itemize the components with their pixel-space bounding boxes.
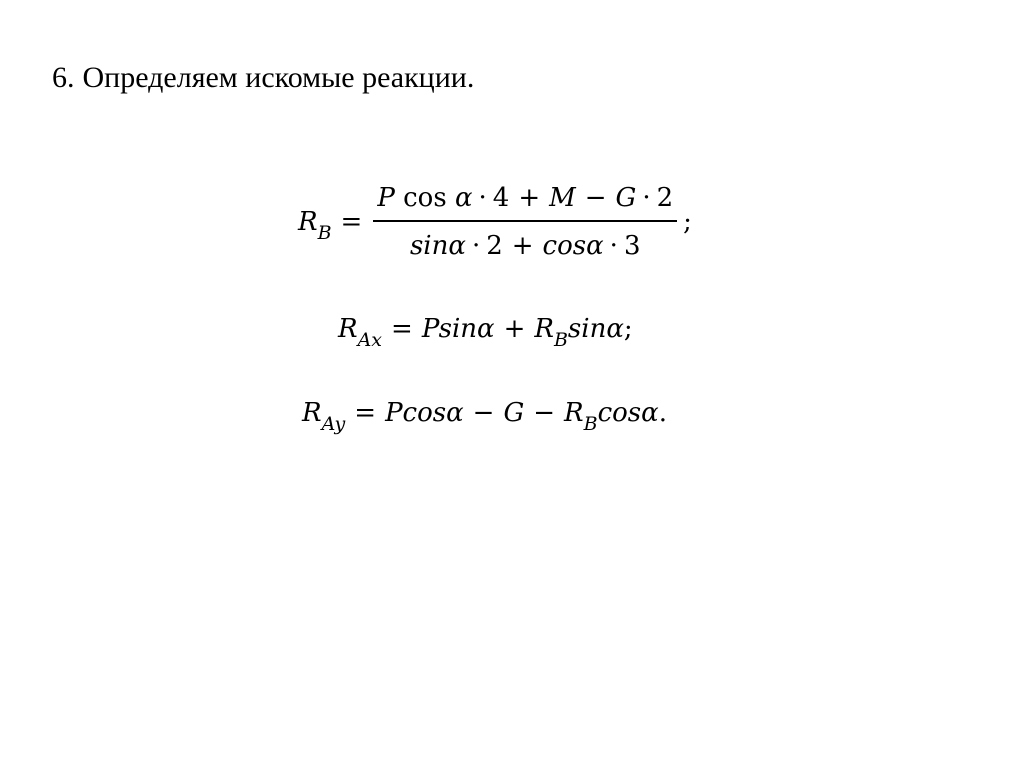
num-m: M	[549, 183, 576, 213]
rax-rb-symbol: R	[534, 314, 554, 344]
ray-rb-symbol: R	[564, 398, 584, 428]
rax-term-psin: Psinα	[421, 314, 495, 344]
rb-numerator	[373, 182, 677, 220]
rb-denominator	[406, 222, 645, 262]
rax-term-sin: sinα	[567, 314, 624, 344]
ray-minus-1: −	[472, 398, 495, 428]
ray-subscript: Ay	[321, 413, 346, 435]
rb-lhs	[298, 207, 332, 244]
den-three: 3	[623, 231, 641, 261]
den-two: 2	[486, 231, 503, 261]
num-plus: +	[518, 183, 541, 213]
ray-term-pcos: Pcosα	[385, 398, 464, 428]
rax-subscript: Ax	[357, 329, 383, 351]
num-dot-2: ·	[642, 183, 651, 213]
slide-heading	[52, 60, 474, 96]
rax-equals-sign: =	[391, 314, 413, 344]
num-g: G	[615, 183, 637, 213]
heading-number: 6.	[52, 61, 75, 94]
rax-rb-subscript: B	[553, 329, 568, 351]
num-two: 2	[656, 183, 674, 213]
num-dot-1: ·	[478, 183, 487, 213]
equation-rb	[298, 176, 692, 268]
rb-semicolon: ;	[683, 207, 692, 237]
ray-g: G	[503, 398, 525, 428]
num-four: 4	[492, 183, 510, 213]
rb-equals-sign: =	[340, 207, 363, 237]
num-minus: −	[584, 183, 607, 213]
den-dot-2: ·	[609, 231, 618, 261]
ray-term-cos: cosα	[597, 398, 659, 428]
rb-subscript: B	[317, 222, 332, 244]
rax-plus: +	[503, 314, 526, 344]
den-cos: cosα	[542, 231, 604, 261]
ray-symbol: R	[302, 398, 322, 428]
den-dot-1: ·	[471, 231, 481, 261]
ray-rb-subscript: B	[583, 413, 598, 435]
ray-period: .	[658, 398, 667, 428]
rb-fraction	[373, 182, 677, 262]
den-sin: sinα	[409, 231, 466, 261]
rax-semicolon: ;	[623, 314, 633, 344]
equation-rax	[338, 314, 633, 351]
equation-ray	[302, 398, 667, 435]
ray-equals-sign: =	[354, 398, 377, 428]
num-p: P	[377, 183, 395, 213]
num-alpha: α	[454, 183, 473, 213]
heading-text: Определяем искомые реакции.	[82, 61, 475, 94]
ray-minus-2: −	[533, 398, 556, 428]
den-plus: +	[511, 231, 534, 261]
num-cos: cos	[403, 183, 447, 213]
rb-symbol: R	[298, 207, 318, 237]
rax-symbol: R	[338, 314, 358, 344]
